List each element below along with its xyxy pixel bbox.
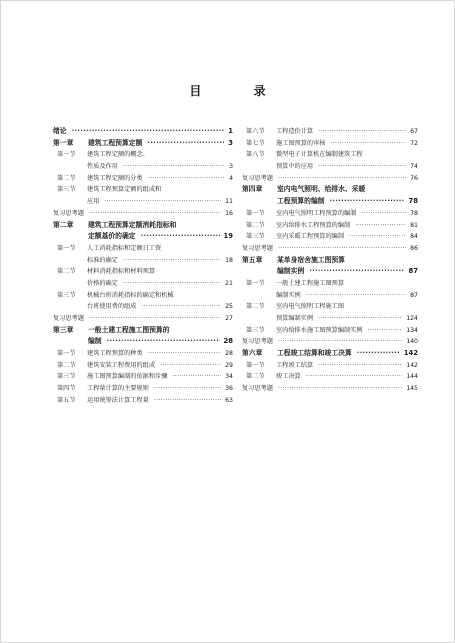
toc-entry bbox=[242, 196, 418, 208]
toc-entry-title-text: 复习思考题 bbox=[53, 209, 84, 217]
toc-entry-number: 第二节 bbox=[246, 373, 265, 381]
toc-entry bbox=[53, 290, 233, 302]
toc-entry-title bbox=[277, 266, 306, 278]
toc-entry-title-text: 某单身宿舍施工图预算 bbox=[277, 255, 345, 264]
toc-entry-title-text: 预算编制实例 bbox=[276, 315, 314, 322]
toc-page-number: 4 bbox=[227, 173, 233, 185]
toc-page-number: 86 bbox=[408, 243, 418, 255]
toc-entry-number: 第六章 bbox=[242, 349, 263, 358]
toc-entry bbox=[242, 371, 418, 383]
toc-entry-title bbox=[88, 231, 138, 243]
toc-entry-title bbox=[277, 348, 354, 360]
toc-leader-dots bbox=[72, 126, 225, 138]
toc-entry-number: 第六节 bbox=[246, 128, 265, 135]
toc-entry-title-text: 建筑安装工程费用的组成 bbox=[87, 361, 156, 369]
toc-page-number: 87 bbox=[408, 290, 418, 302]
toc-page-number: 144 bbox=[404, 371, 418, 383]
toc-page-number: 142 bbox=[402, 348, 418, 360]
toc-entry-title-text: 微型电子计算机在编制建筑工程 bbox=[276, 151, 363, 159]
toc-entry bbox=[242, 348, 418, 360]
toc-entry-title-text: 室内电气照明工程预算的编制 bbox=[276, 209, 357, 217]
toc-entry bbox=[242, 266, 418, 278]
toc-entry-title bbox=[277, 196, 327, 208]
toc-entry bbox=[242, 161, 418, 173]
toc-page-number: 134 bbox=[404, 325, 418, 337]
toc-entry-number: 第一章 bbox=[53, 138, 74, 147]
toc-leader-dots bbox=[104, 196, 221, 208]
toc-entry bbox=[242, 184, 418, 196]
toc-leader-dots bbox=[89, 313, 221, 325]
toc-leader-dots bbox=[318, 360, 402, 372]
toc-entry-title-text: 性质及作用 bbox=[87, 163, 118, 171]
toc-entry bbox=[53, 336, 233, 348]
toc-entry-title-text: 复习思考题 bbox=[242, 244, 273, 252]
toc-entry bbox=[242, 383, 418, 395]
toc-entry-title bbox=[87, 348, 145, 360]
toc-page-number: 16 bbox=[223, 208, 233, 220]
toc-entry-title-text: 室内采暖工程预算的编制 bbox=[276, 233, 345, 241]
toc-page-number: 29 bbox=[223, 360, 233, 372]
toc-entry-number: 第二节 bbox=[246, 303, 265, 311]
toc-entry-number: 第二节 bbox=[57, 268, 76, 276]
toc-entry bbox=[53, 149, 233, 161]
toc-page-number: 84 bbox=[408, 231, 418, 243]
toc-page-number: 142 bbox=[404, 360, 418, 372]
toc-entry-number: 第一节 bbox=[246, 279, 265, 287]
toc-entry-title bbox=[87, 255, 120, 267]
toc-entry-number: 第二节 bbox=[57, 174, 76, 182]
toc-leader-dots bbox=[278, 243, 406, 255]
toc-leader-dots bbox=[107, 336, 220, 348]
toc-entry-title-text: 工程竣工结算 bbox=[276, 361, 314, 369]
toc-leader-dots bbox=[141, 231, 220, 243]
toc-entry-title bbox=[87, 184, 163, 196]
toc-page-number: 63 bbox=[223, 395, 233, 407]
toc-leader-dots bbox=[154, 395, 221, 407]
toc-entry-number: 第四章 bbox=[242, 185, 263, 194]
toc-entry-title-text: 复习思考题 bbox=[242, 174, 273, 182]
toc-entry-title bbox=[87, 360, 157, 372]
toc-entry bbox=[53, 255, 233, 267]
toc-entry-title-text: 编制实例 bbox=[277, 267, 305, 276]
toc-leader-dots bbox=[278, 173, 406, 185]
toc-entry bbox=[53, 138, 233, 150]
toc-leader-dots bbox=[331, 138, 407, 150]
toc-entry bbox=[242, 243, 418, 255]
toc-entry-title bbox=[87, 383, 151, 395]
toc-page-number: 76 bbox=[408, 173, 418, 185]
toc-entry bbox=[53, 196, 233, 208]
toc-leader-dots bbox=[361, 208, 406, 220]
toc-page-number: 18 bbox=[223, 255, 233, 267]
toc-entry bbox=[53, 313, 233, 325]
toc-entry-title-text: 工程竣工结算和竣工决算 bbox=[277, 349, 352, 358]
toc-entry bbox=[53, 383, 233, 395]
page-title: 目 录 bbox=[189, 84, 290, 98]
toc-entry-title bbox=[87, 161, 120, 173]
toc-entry bbox=[53, 173, 233, 185]
toc-entry-title-text: 建筑工程定额的概念、 bbox=[87, 151, 149, 159]
toc-entry-title bbox=[276, 371, 303, 383]
toc-entry-title bbox=[276, 126, 315, 138]
toc-entry bbox=[242, 208, 418, 220]
toc-leader-dots bbox=[123, 255, 221, 267]
toc-entry-title-text: 施工图预算的审核 bbox=[276, 139, 326, 147]
toc-entry bbox=[53, 161, 233, 173]
toc-entry-title-text: 工程量计算的主要规则 bbox=[87, 385, 149, 393]
toc-page-number: 78 bbox=[407, 196, 418, 208]
toc-leader-dots bbox=[318, 161, 406, 173]
toc-page-number: 74 bbox=[408, 161, 418, 173]
toc-leader-dots bbox=[318, 126, 406, 138]
toc-entry-title bbox=[276, 360, 315, 372]
toc-leader-dots bbox=[278, 383, 402, 395]
toc-entry bbox=[53, 220, 233, 232]
toc-leader-dots bbox=[123, 161, 225, 173]
toc-leader-dots bbox=[147, 138, 224, 150]
toc-page-number: 28 bbox=[222, 336, 233, 348]
toc-entry-number: 第三节 bbox=[57, 186, 76, 194]
toc-entry bbox=[53, 360, 233, 372]
toc-entry bbox=[53, 184, 233, 196]
toc-entry-title-text: 竣工决算 bbox=[276, 373, 301, 381]
toc-entry-title-text: 建筑工程预算定额的组成和 bbox=[87, 186, 162, 194]
toc-entry-title bbox=[242, 336, 275, 348]
toc-leader-dots bbox=[123, 278, 221, 290]
toc-entry-title-text: 建筑工程预算定额消耗指标和 bbox=[88, 220, 177, 229]
toc-leader-dots bbox=[368, 325, 403, 337]
toc-page-number: 11 bbox=[223, 196, 233, 208]
toc-entry-title-text: 价格的确定 bbox=[87, 279, 118, 287]
toc-leader-dots bbox=[172, 371, 221, 383]
toc-entry-title bbox=[87, 371, 169, 383]
toc-leader-dots bbox=[306, 371, 402, 383]
toc-page-number: 25 bbox=[223, 301, 233, 313]
toc-entry-number: 第三节 bbox=[57, 373, 76, 381]
toc-entry bbox=[242, 255, 418, 267]
toc-leader-dots bbox=[154, 383, 221, 395]
toc-entry-title-text: 标准的确定 bbox=[87, 256, 118, 264]
toc-entry bbox=[242, 325, 418, 337]
toc-entry-title bbox=[87, 395, 151, 407]
toc-entry-title-text: 复习思考题 bbox=[242, 338, 273, 346]
toc-page-number: 3 bbox=[227, 161, 233, 173]
toc-entry-title bbox=[87, 173, 145, 185]
toc-entry-title bbox=[88, 138, 144, 150]
toc-entry-title bbox=[277, 184, 367, 196]
toc-entry-title bbox=[88, 220, 178, 232]
toc-leader-dots bbox=[148, 173, 225, 185]
toc-entry-title-text: 室内给排水工程预算的编制 bbox=[276, 221, 351, 229]
toc-entry-number: 第三节 bbox=[246, 233, 265, 241]
toc-entry-title-text: 工程造价计算 bbox=[276, 128, 314, 135]
toc-entry-title-text: 室内电气照明工程施工图 bbox=[276, 303, 345, 311]
toc-leader-dots bbox=[89, 208, 221, 220]
toc-page-number: 67 bbox=[408, 126, 418, 138]
toc-entry-title bbox=[242, 173, 275, 185]
toc-page-number: 81 bbox=[408, 220, 418, 232]
toc-entry bbox=[242, 138, 418, 150]
toc-entry bbox=[242, 301, 418, 313]
toc-entry-title-text: 施工图预算编制的依据和步骤 bbox=[87, 373, 168, 381]
toc-entry-title-text: 建筑工程定额的分类 bbox=[87, 174, 143, 182]
toc-entry-title bbox=[242, 383, 275, 395]
toc-page-number: 78 bbox=[408, 208, 418, 220]
toc-entry-title bbox=[87, 266, 157, 278]
toc-entry-title bbox=[276, 220, 352, 232]
toc-entry bbox=[53, 371, 233, 383]
toc-entry bbox=[53, 325, 233, 337]
toc-entry bbox=[242, 278, 418, 290]
toc-page-number: 124 bbox=[404, 313, 418, 325]
toc-entry-title-text: 机械台班消耗指标的确定和机械 bbox=[87, 291, 174, 299]
toc-leader-dots bbox=[318, 313, 402, 325]
toc-entry-number: 第二节 bbox=[57, 361, 76, 369]
toc-entry bbox=[53, 348, 233, 360]
toc-entry-number: 第一节 bbox=[57, 244, 76, 252]
toc-page-number: 27 bbox=[223, 313, 233, 325]
toc-entry-title-text: 一般土建工程施工图预算 bbox=[276, 279, 345, 287]
toc-entry bbox=[53, 243, 233, 255]
toc-entry-title-text: 预算中的应用 bbox=[276, 163, 314, 171]
toc-entry-title bbox=[276, 301, 346, 313]
toc-entry bbox=[53, 231, 233, 243]
toc-entry-number: 第一节 bbox=[57, 350, 76, 358]
toc-entry-title bbox=[276, 278, 346, 290]
toc-entry-number: 第二章 bbox=[53, 220, 74, 229]
toc-entry-number: 第三章 bbox=[53, 325, 74, 334]
toc-entry-number: 第一节 bbox=[246, 361, 265, 369]
toc-entry-title-text: 室内电气照明、给排水、采暖 bbox=[277, 185, 366, 194]
toc-entry-title-text: 建筑工程预算的种类 bbox=[87, 350, 143, 358]
toc-entry bbox=[242, 231, 418, 243]
toc-entry-title bbox=[53, 313, 86, 325]
toc-entry-number: 第五节 bbox=[57, 396, 76, 404]
toc-entry-title bbox=[53, 208, 86, 220]
toc-entry-title bbox=[276, 138, 328, 150]
toc-leader-dots bbox=[355, 220, 406, 232]
toc-entry-number: 第三节 bbox=[57, 291, 76, 299]
toc-entry bbox=[53, 126, 233, 138]
toc-entry-title-text: 人工消耗指标和定额日工资 bbox=[87, 244, 162, 252]
toc-entry-number: 第一节 bbox=[246, 209, 265, 217]
toc-entry bbox=[242, 149, 418, 161]
toc-leader-dots bbox=[148, 348, 221, 360]
toc-leader-dots bbox=[160, 360, 221, 372]
toc-page-number: 140 bbox=[404, 336, 418, 348]
toc-entry-title bbox=[276, 231, 346, 243]
toc-entry-title bbox=[277, 255, 347, 267]
toc-entry-title-text: 材料消耗指标和材料预算 bbox=[87, 268, 156, 276]
toc-page-number: 36 bbox=[223, 383, 233, 395]
toc-entry-title-text: 复习思考题 bbox=[242, 385, 273, 393]
toc-entry-number: 第五章 bbox=[242, 255, 263, 264]
toc-page-number: 28 bbox=[223, 348, 233, 360]
toc-entry-title-text: 编制实例 bbox=[276, 291, 301, 299]
toc-leader-dots bbox=[306, 290, 406, 302]
toc-entry-title bbox=[87, 278, 120, 290]
toc-entry-title bbox=[242, 243, 275, 255]
toc-entry-number: 第一节 bbox=[57, 151, 76, 159]
toc-entry-title bbox=[87, 301, 139, 313]
toc-entry-title-text: 建筑工程预算定额 bbox=[88, 138, 143, 147]
toc-leader-dots bbox=[349, 231, 406, 243]
toc-entry-title bbox=[276, 149, 365, 161]
toc-entry-title bbox=[88, 336, 104, 348]
toc-entry-title bbox=[276, 208, 358, 220]
toc-entry-number: 第二节 bbox=[246, 221, 265, 229]
toc-entry-number: 第四节 bbox=[57, 385, 76, 393]
toc-entry bbox=[53, 266, 233, 278]
toc-entry-title-text: 一般土建工程施工图预算的 bbox=[88, 325, 170, 334]
toc-page-number: 87 bbox=[407, 266, 418, 278]
toc-entry-number: 第三节 bbox=[246, 326, 265, 334]
toc-page-number: 72 bbox=[408, 138, 418, 150]
toc-entry-title-text: 编制 bbox=[88, 337, 102, 346]
toc-entry-title bbox=[276, 313, 315, 325]
toc-entry-title bbox=[87, 290, 176, 302]
toc-page-number: 1 bbox=[226, 126, 233, 138]
toc-entry-title bbox=[87, 196, 101, 208]
toc-entry-title-text: 室内给排水施工图预算编制实例 bbox=[276, 326, 363, 334]
toc-leader-dots bbox=[309, 266, 404, 278]
toc-leader-dots bbox=[357, 348, 400, 360]
toc-entry bbox=[242, 336, 418, 348]
toc-page-number: 145 bbox=[404, 383, 418, 395]
toc-entry-title-text: 台班使用费的组成 bbox=[87, 303, 137, 311]
toc-leader-dots bbox=[278, 336, 402, 348]
toc-entry bbox=[53, 395, 233, 407]
toc-entry bbox=[242, 290, 418, 302]
toc-left-column bbox=[53, 126, 233, 407]
toc-entry-title-text: 运用统筹法计算工程量 bbox=[87, 396, 149, 404]
toc-entry-title bbox=[87, 149, 151, 161]
toc-entry-title-text: 应用 bbox=[87, 198, 100, 206]
toc-entry-title bbox=[276, 290, 303, 302]
toc-page-number: 21 bbox=[223, 278, 233, 290]
toc-page-number: 3 bbox=[226, 138, 233, 150]
toc-entry-title bbox=[276, 325, 365, 337]
toc-entry bbox=[242, 126, 418, 138]
toc-entry bbox=[53, 208, 233, 220]
toc-entry-title bbox=[276, 161, 315, 173]
toc-entry bbox=[242, 220, 418, 232]
toc-entry-number: 第八节 bbox=[246, 151, 265, 159]
toc-entry-title bbox=[87, 243, 163, 255]
toc-entry-title-text: 绪论 bbox=[53, 127, 67, 135]
toc-entry bbox=[242, 313, 418, 325]
toc-page-number: 19 bbox=[222, 231, 233, 243]
toc-entry-title bbox=[53, 126, 69, 138]
toc-entry-number: 第七节 bbox=[246, 139, 265, 147]
toc-page-number: 34 bbox=[223, 371, 233, 383]
toc-entry-title-text: 工程预算的编制 bbox=[277, 197, 325, 206]
toc-entry-title bbox=[88, 325, 172, 337]
toc-leader-dots bbox=[142, 301, 222, 313]
toc-leader-dots bbox=[330, 196, 405, 208]
toc-entry bbox=[53, 301, 233, 313]
toc-entry bbox=[53, 278, 233, 290]
toc-entry bbox=[242, 360, 418, 372]
toc-entry-title-text: 复习思考题 bbox=[53, 315, 84, 322]
toc-entry bbox=[242, 173, 418, 185]
toc-entry-title-text: 定额基价的确定 bbox=[88, 232, 136, 241]
toc-right-column bbox=[242, 126, 418, 395]
